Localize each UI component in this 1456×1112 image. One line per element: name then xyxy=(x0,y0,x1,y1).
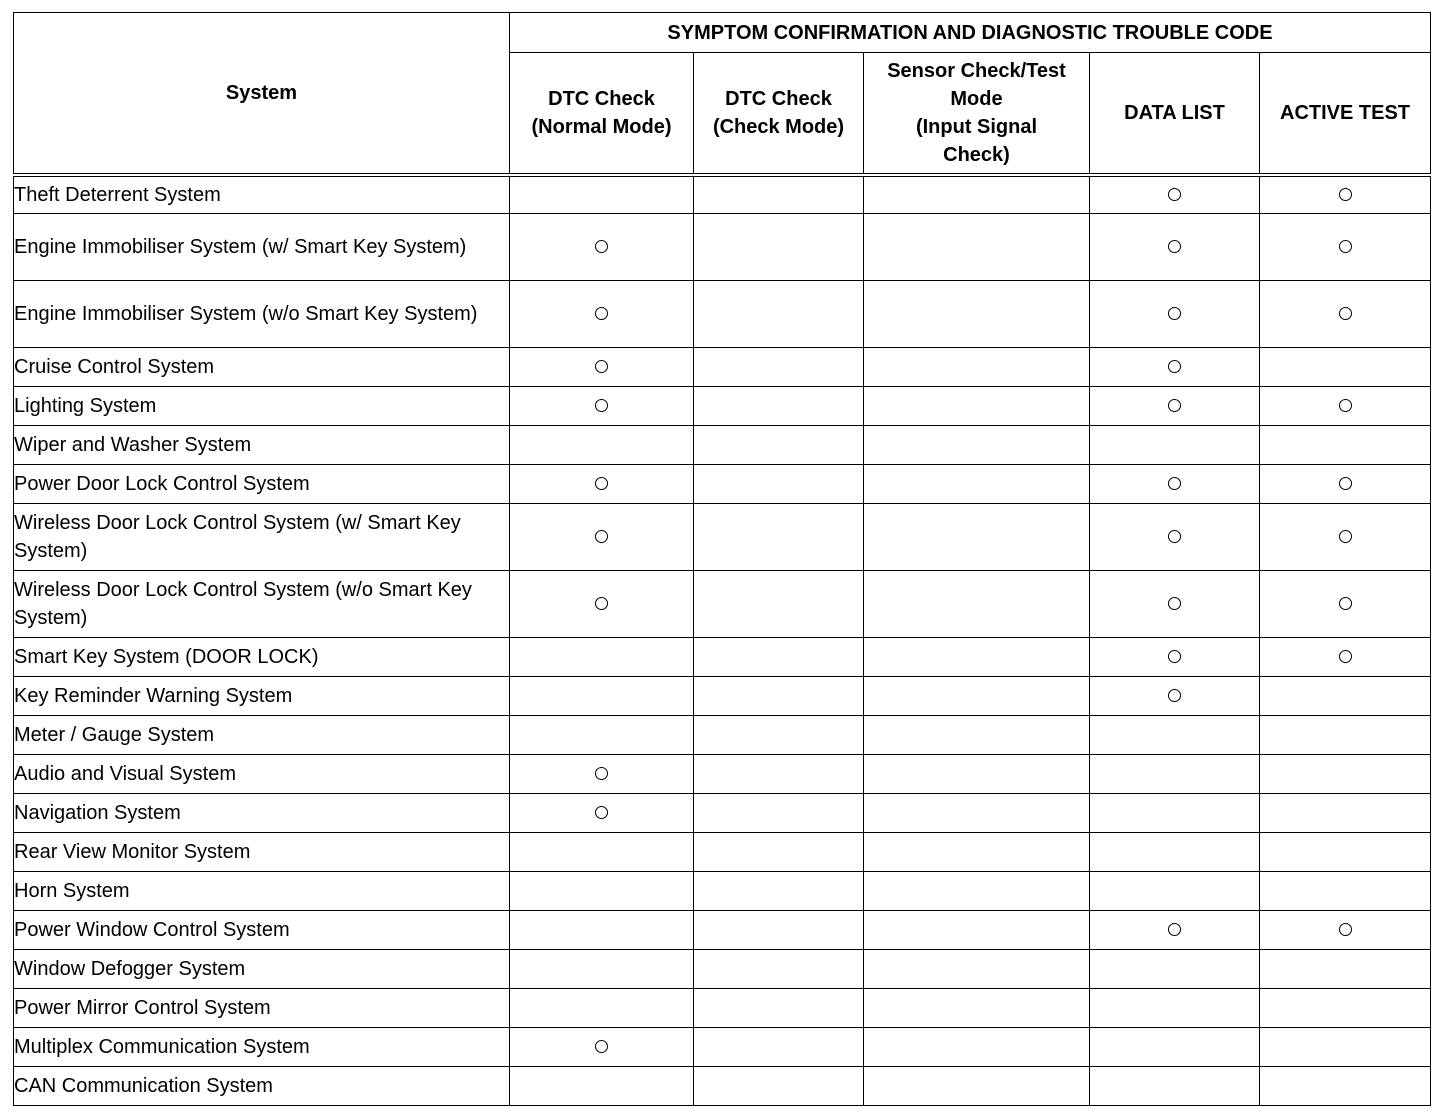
cell-sensor-check xyxy=(864,833,1090,872)
system-name-cell: Lighting System xyxy=(14,387,510,426)
cell-dtc-check xyxy=(694,348,864,387)
system-name-cell: Rear View Monitor System xyxy=(14,833,510,872)
circle-icon xyxy=(1339,307,1352,320)
circle-icon xyxy=(1339,923,1352,936)
system-name-cell: Theft Deterrent System xyxy=(14,175,510,214)
circle-icon xyxy=(595,240,608,253)
cell-dtc-check xyxy=(694,911,864,950)
system-name-cell: Power Window Control System xyxy=(14,911,510,950)
table-row xyxy=(14,950,1431,989)
cell-sensor-check xyxy=(864,794,1090,833)
cell-dtc-check xyxy=(694,426,864,465)
cell-active-test xyxy=(1260,175,1431,214)
cell-dtc-check xyxy=(694,1067,864,1106)
cell-sensor-check xyxy=(864,638,1090,677)
cell-data-list xyxy=(1090,872,1260,911)
header-data-list: DATA LIST xyxy=(1090,53,1260,175)
table-row xyxy=(14,175,1431,214)
cell-data-list xyxy=(1090,281,1260,348)
cell-sensor-check xyxy=(864,1028,1090,1067)
header-group: SYMPTOM CONFIRMATION AND DIAGNOSTIC TROUBLE CODE xyxy=(510,13,1431,53)
cell-dtc-normal xyxy=(510,872,694,911)
table-row xyxy=(14,677,1431,716)
cell-active-test xyxy=(1260,794,1431,833)
cell-sensor-check xyxy=(864,1067,1090,1106)
cell-dtc-check xyxy=(694,638,864,677)
table-row xyxy=(14,387,1431,426)
cell-dtc-normal xyxy=(510,833,694,872)
cell-dtc-check xyxy=(694,872,864,911)
cell-sensor-check xyxy=(864,465,1090,504)
cell-active-test xyxy=(1260,872,1431,911)
table-body xyxy=(14,175,1431,1106)
cell-active-test xyxy=(1260,716,1431,755)
cell-sensor-check xyxy=(864,571,1090,638)
cell-active-test xyxy=(1260,214,1431,281)
table-row xyxy=(14,833,1431,872)
cell-data-list xyxy=(1090,387,1260,426)
system-name-cell: Cruise Control System xyxy=(14,348,510,387)
cell-dtc-normal xyxy=(510,281,694,348)
cell-active-test xyxy=(1260,989,1431,1028)
table-row xyxy=(14,1067,1431,1106)
cell-dtc-check xyxy=(694,175,864,214)
cell-data-list xyxy=(1090,504,1260,571)
cell-sensor-check xyxy=(864,950,1090,989)
cell-dtc-normal xyxy=(510,989,694,1028)
circle-icon xyxy=(1168,650,1181,663)
circle-icon xyxy=(1339,240,1352,253)
cell-data-list xyxy=(1090,677,1260,716)
cell-dtc-check xyxy=(694,504,864,571)
circle-icon xyxy=(1339,530,1352,543)
table-row xyxy=(14,1028,1431,1067)
cell-sensor-check xyxy=(864,872,1090,911)
cell-sensor-check xyxy=(864,504,1090,571)
cell-data-list xyxy=(1090,716,1260,755)
cell-dtc-check xyxy=(694,950,864,989)
system-name-cell: Horn System xyxy=(14,872,510,911)
cell-dtc-check xyxy=(694,833,864,872)
cell-sensor-check xyxy=(864,677,1090,716)
cell-dtc-check xyxy=(694,281,864,348)
cell-active-test xyxy=(1260,426,1431,465)
table-row xyxy=(14,348,1431,387)
cell-sensor-check xyxy=(864,348,1090,387)
cell-active-test xyxy=(1260,1067,1431,1106)
cell-sensor-check xyxy=(864,911,1090,950)
system-name-cell: Power Door Lock Control System xyxy=(14,465,510,504)
cell-active-test xyxy=(1260,571,1431,638)
cell-dtc-check xyxy=(694,387,864,426)
cell-dtc-normal xyxy=(510,755,694,794)
circle-icon xyxy=(1168,923,1181,936)
circle-icon xyxy=(1168,240,1181,253)
cell-data-list xyxy=(1090,911,1260,950)
circle-icon xyxy=(1168,307,1181,320)
cell-active-test xyxy=(1260,1028,1431,1067)
cell-dtc-normal xyxy=(510,794,694,833)
cell-dtc-normal xyxy=(510,387,694,426)
table-row xyxy=(14,716,1431,755)
circle-icon xyxy=(595,597,608,610)
cell-active-test xyxy=(1260,281,1431,348)
system-name-cell: Wireless Door Lock Control System (w/o Smart Key System) xyxy=(14,571,510,638)
cell-data-list xyxy=(1090,214,1260,281)
cell-sensor-check xyxy=(864,716,1090,755)
cell-dtc-check xyxy=(694,571,864,638)
circle-icon xyxy=(595,360,608,373)
cell-dtc-normal xyxy=(510,465,694,504)
cell-dtc-normal xyxy=(510,214,694,281)
cell-dtc-check xyxy=(694,989,864,1028)
cell-sensor-check xyxy=(864,281,1090,348)
table-row xyxy=(14,504,1431,571)
cell-data-list xyxy=(1090,348,1260,387)
cell-active-test xyxy=(1260,638,1431,677)
circle-icon xyxy=(1339,650,1352,663)
table-row xyxy=(14,755,1431,794)
table-row xyxy=(14,426,1431,465)
circle-icon xyxy=(595,530,608,543)
circle-icon xyxy=(1168,188,1181,201)
cell-dtc-normal xyxy=(510,175,694,214)
table-row xyxy=(14,911,1431,950)
cell-data-list xyxy=(1090,175,1260,214)
cell-sensor-check xyxy=(864,755,1090,794)
cell-dtc-normal xyxy=(510,677,694,716)
cell-dtc-normal xyxy=(510,1067,694,1106)
cell-active-test xyxy=(1260,387,1431,426)
cell-dtc-check xyxy=(694,755,864,794)
header-dtc-normal: DTC Check (Normal Mode) xyxy=(510,53,694,175)
circle-icon xyxy=(1339,399,1352,412)
table-row xyxy=(14,989,1431,1028)
system-name-cell: Smart Key System (DOOR LOCK) xyxy=(14,638,510,677)
cell-active-test xyxy=(1260,755,1431,794)
circle-icon xyxy=(1168,689,1181,702)
circle-icon xyxy=(1168,597,1181,610)
header-active-test: ACTIVE TEST xyxy=(1260,53,1431,175)
cell-dtc-check xyxy=(694,214,864,281)
cell-active-test xyxy=(1260,911,1431,950)
table-row xyxy=(14,872,1431,911)
table-header xyxy=(14,13,1431,175)
table-row xyxy=(14,638,1431,677)
cell-data-list xyxy=(1090,465,1260,504)
cell-dtc-normal xyxy=(510,638,694,677)
cell-data-list xyxy=(1090,950,1260,989)
table-row xyxy=(14,214,1431,281)
cell-active-test xyxy=(1260,950,1431,989)
circle-icon xyxy=(1168,530,1181,543)
header-dtc-check: DTC Check (Check Mode) xyxy=(694,53,864,175)
table-row xyxy=(14,571,1431,638)
system-name-cell: Power Mirror Control System xyxy=(14,989,510,1028)
cell-data-list xyxy=(1090,571,1260,638)
cell-dtc-check xyxy=(694,794,864,833)
system-name-cell: Wireless Door Lock Control System (w/ Smart Key System) xyxy=(14,504,510,571)
cell-data-list xyxy=(1090,989,1260,1028)
cell-dtc-check xyxy=(694,1028,864,1067)
system-name-cell: Key Reminder Warning System xyxy=(14,677,510,716)
cell-sensor-check xyxy=(864,214,1090,281)
circle-icon xyxy=(1168,360,1181,373)
circle-icon xyxy=(1339,597,1352,610)
circle-icon xyxy=(595,806,608,819)
circle-icon xyxy=(1168,477,1181,490)
cell-data-list xyxy=(1090,1028,1260,1067)
circle-icon xyxy=(595,1040,608,1053)
cell-dtc-normal xyxy=(510,504,694,571)
table-row xyxy=(14,281,1431,348)
cell-dtc-normal xyxy=(510,950,694,989)
system-name-cell: Multiplex Communication System xyxy=(14,1028,510,1067)
circle-icon xyxy=(1339,477,1352,490)
system-name-cell: Engine Immobiliser System (w/o Smart Key System) xyxy=(14,281,510,348)
cell-dtc-check xyxy=(694,677,864,716)
header-system: System xyxy=(14,13,510,175)
cell-sensor-check xyxy=(864,989,1090,1028)
table-row xyxy=(14,794,1431,833)
circle-icon xyxy=(595,399,608,412)
cell-dtc-normal xyxy=(510,348,694,387)
circle-icon xyxy=(1339,188,1352,201)
system-name-cell: Audio and Visual System xyxy=(14,755,510,794)
cell-data-list xyxy=(1090,426,1260,465)
cell-sensor-check xyxy=(864,175,1090,214)
cell-dtc-normal xyxy=(510,716,694,755)
cell-data-list xyxy=(1090,794,1260,833)
system-name-cell: Meter / Gauge System xyxy=(14,716,510,755)
cell-dtc-normal xyxy=(510,426,694,465)
system-name-cell: Navigation System xyxy=(14,794,510,833)
cell-sensor-check xyxy=(864,426,1090,465)
cell-dtc-normal xyxy=(510,911,694,950)
header-sensor-check: Sensor Check/Test Mode (Input Signal Check) xyxy=(864,53,1090,175)
cell-dtc-normal xyxy=(510,1028,694,1067)
diagnostic-table xyxy=(13,12,1431,1106)
cell-data-list xyxy=(1090,833,1260,872)
system-name-cell: Engine Immobiliser System (w/ Smart Key System) xyxy=(14,214,510,281)
system-name-cell: CAN Communication System xyxy=(14,1067,510,1106)
cell-data-list xyxy=(1090,755,1260,794)
cell-data-list xyxy=(1090,638,1260,677)
circle-icon xyxy=(595,477,608,490)
cell-active-test xyxy=(1260,504,1431,571)
cell-active-test xyxy=(1260,677,1431,716)
header-row-group xyxy=(14,13,1431,53)
circle-icon xyxy=(595,307,608,320)
cell-dtc-check xyxy=(694,465,864,504)
cell-dtc-normal xyxy=(510,571,694,638)
cell-active-test xyxy=(1260,465,1431,504)
system-name-cell: Window Defogger System xyxy=(14,950,510,989)
cell-active-test xyxy=(1260,348,1431,387)
cell-active-test xyxy=(1260,833,1431,872)
cell-dtc-check xyxy=(694,716,864,755)
cell-data-list xyxy=(1090,1067,1260,1106)
circle-icon xyxy=(1168,399,1181,412)
table-row xyxy=(14,465,1431,504)
circle-icon xyxy=(595,767,608,780)
cell-sensor-check xyxy=(864,387,1090,426)
system-name-cell: Wiper and Washer System xyxy=(14,426,510,465)
